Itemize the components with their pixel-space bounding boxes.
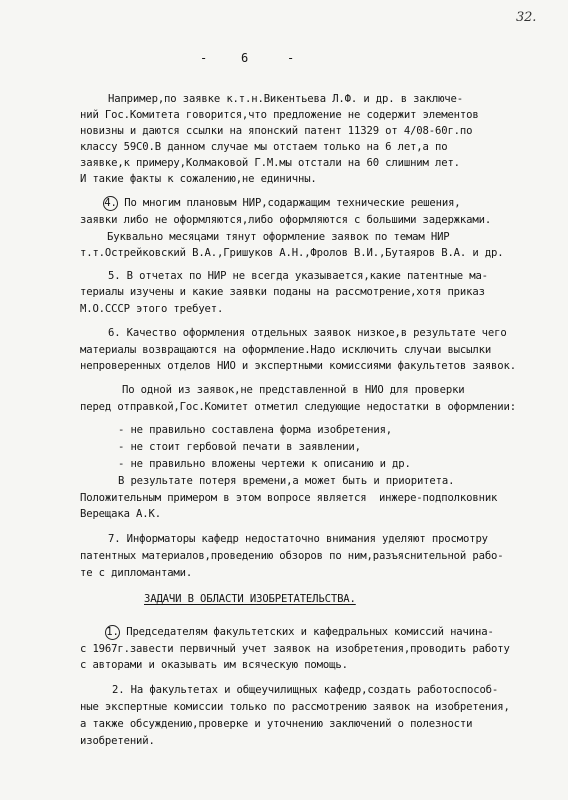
para4-line [106,195,461,211]
para1-line: ний Гос.Комитета говорится,что предложение не содержит элементов [80,109,479,121]
para6-line: 6. Качество оформления отдельных заявок низкое,в результате чего [108,327,507,339]
para6-line: материалы возвращаются на оформление.Надо исключить случаи высылки [80,344,492,356]
page-number-dash-left: - [200,51,208,65]
para6-line: Положительным примером в этом вопросе является инжере-подполковник [80,492,498,504]
task2-line: 2. На факультетах и общеучилищных кафедр,создать работоспособ- [112,684,499,696]
para6-line: непроверенных отделов НИО и экспертными комиссиями факультетов заявок. [80,360,516,372]
para1-line: И такие факты к сожалению,не единичны. [80,173,317,185]
para1-line: Например,по заявке к.т.н.Викентьева Л.Ф. и др. в заключе- [108,93,463,105]
handwritten-page-number: 32. [516,10,537,25]
page-number: 6 [241,51,249,65]
para4-number: 4. [104,197,117,209]
task1-line: с 1967г.завести первичный учет заявок на изобретения,проводить работу [80,643,510,655]
para7-line: 7. Информаторы кафедр недостаточно внимания уделяют просмотру [108,533,488,545]
para1-line: новизны и даются ссылки на японский патент 11329 от 4/08-60г.по [80,125,473,137]
para5-line: териалы изучены и какие заявки поданы на рассмотрение,хотя приказ [80,286,485,298]
para6-line: В результате потеря времени,а может быть и приоритета. [118,475,455,487]
para5-line: 5. В отчетах по НИР не всегда указывается,какие патентные ма- [108,270,488,282]
para4-line: Буквально месяцами тянут оформление заявок по темам НИР [107,231,450,243]
para1-line: классу 59С0.В данном случае мы отстаем только на 6 лет,а по [80,141,448,153]
task2-line: ные экспертные комиссии только по рассмотрению заявок на изобретения, [80,701,510,713]
task1-line: с авторами и оказывать им всяческую помощь. [80,659,348,671]
para4-line-text: По многим плановым НИР,содаржащим технические решения, [118,197,461,209]
para6-line: перед отправкой,Гос.Комитет отметил следующие недостатки в оформлении: [80,401,516,413]
para4-line: т.т.Острейковский В.А.,Гришуков А.Н.,Фролов В.И.,Бутаяров В.А. и др. [80,247,504,259]
para6-list-item: - не стоит гербовой печати в заявлении, [118,441,361,453]
para5-line: М.О.СССР этого требует. [80,303,224,315]
section-heading: ЗАДАЧИ В ОБЛАСТИ ИЗОБРЕТАТЕЛЬСТВА. [144,593,356,605]
para7-line: патентных материалов,проведению обзоров по ним,разъяснительной рабо- [80,550,504,562]
para4-line: заявки либо не оформляются,либо оформляются с большими задержками. [80,214,492,226]
task2-line: а также обсуждению,проверке и уточнению заключений о полезности [80,718,473,730]
task1-line [108,624,494,640]
page-number-dash-right: - [287,51,295,65]
para1-line: заявке,к примеру,Колмаковой Г.М.мы отстали на 60 слишним лет. [80,157,460,169]
task1-line-text: Председателям факультетских и кафедральных комиссий начина- [120,626,494,638]
para6-line: По одной из заявок,не представленной в НИО для проверки [122,384,465,396]
task1-number: 1. [106,626,119,638]
para6-list-item: - не правильно вложены чертежи к описанию и др. [118,458,411,470]
para6-list-item: - не правильно составлена форма изобретения, [118,424,393,436]
task2-line: изобретений. [80,735,155,747]
para6-line: Верещака А.К. [80,508,161,520]
para7-line: те с дипломантами. [80,567,193,579]
